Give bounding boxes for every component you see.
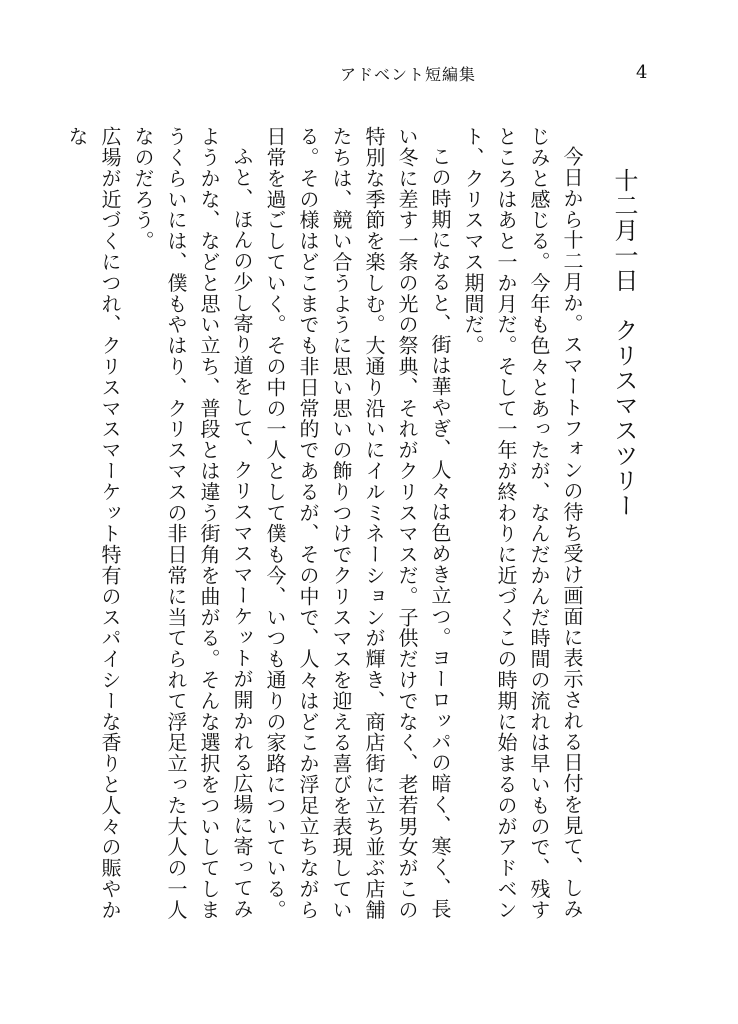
paragraph: ふと、ほんの少し寄り道をして、クリスマスマーケットが開かれる広場に寄ってみようかな、などと思い立ち、普段とは違う街角を曲がる。そんな選択をついしてしまうくらいには、僕もやはり、クリスマスの非日常に当てられて浮足立った大人の一人なのだろう。 (131, 126, 254, 921)
paragraph: この時期になると、街は華やぎ、人々は色めき立つ。ヨーロッパの暗く、寒く、長い冬に差す一条の光の祭典、それがクリスマスだ。子供だけでなく、老若男女がこの特別な季節を楽しむ。大通り沿いにイルミネーションが輝き、商店街に立ち並ぶ店舗たちは、競い合うように思い思いの飾りつけでクリスマスを迎える喜びを表現している。その様はどこまでも非日常的であるが、その中で、人々はどこか浮足立ちながら日常を過ごしていく。その中の一人として僕も今、いつも通りの家路についている。 (263, 126, 452, 921)
paragraph: 広場が近づくにつれ、クリスマスマーケット特有のスパイシーな香りと人々の賑やかな (65, 126, 122, 921)
page-number: 4 (636, 62, 648, 83)
story-title: 十二月一日 クリスマスツリー (610, 168, 638, 518)
body-text (60, 126, 588, 926)
running-header: アドベント短編集 (340, 65, 477, 84)
paragraph: 今日から十二月か。スマートフォンの待ち受け画面に表示される日付を見て、しみじみと感じる。今年も色々とあったが、なんだかんだ時間の流れは早いもので、残すところはあと一か月だ。そして一年が終わりに近づくこの時期に始まるのがアドベント、クリスマス期間だ。 (461, 126, 584, 921)
